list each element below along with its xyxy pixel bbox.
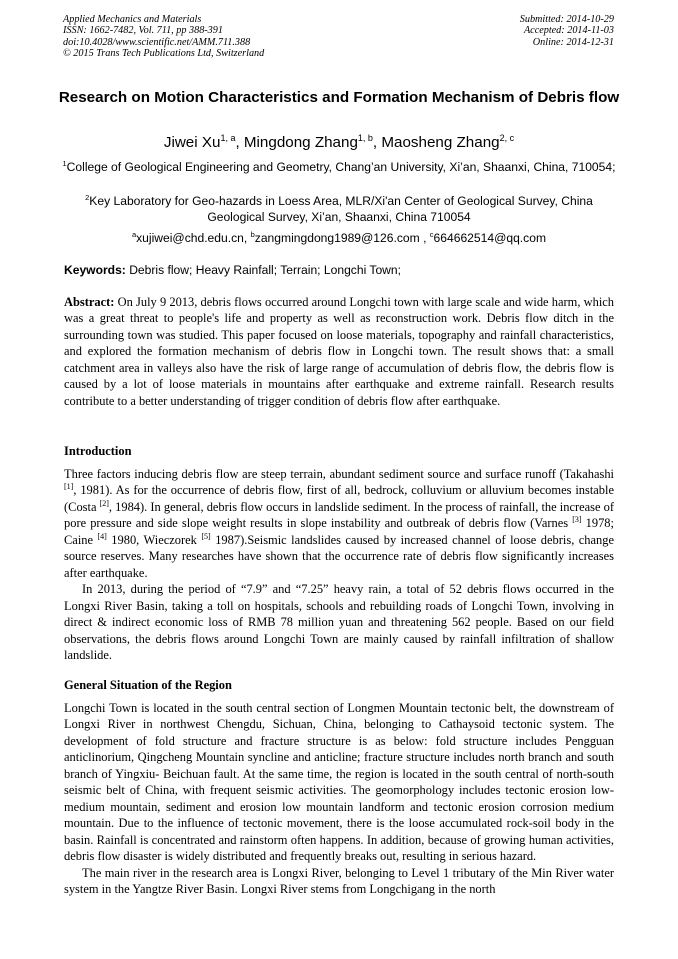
email-list: $^a$xujiwei@chd.edu.cn, $^b$zangmingdong1989@126.com , $^c$664662514@qq.com bbox=[131, 230, 547, 246]
text-run: 1978; Caine bbox=[64, 516, 614, 547]
author-name: Jiwei Xu bbox=[163, 134, 221, 152]
author-name: Mingdong Zhang bbox=[243, 134, 358, 152]
citation-ref: [3] bbox=[572, 515, 582, 525]
introduction-body bbox=[64, 466, 614, 663]
introduction-heading: Introduction bbox=[64, 444, 132, 458]
text-run: , 1981). As for the occurrence of debris flow, first of all, bedrock, colluvium or alluvium becomes instable (Costa bbox=[64, 483, 614, 514]
introduction-paragraph-2: In 2013, during the period of “7.9” and “7.25” heavy rain, a total of 52 debris flows occurred in the Longxi River Basin, taking a toll on hospitals, schools and rebuilding roads of Longchi Town, involving in direct & indirect economic loss of RMB 78 million yuan and threatening 562 people. Based on our field observations, the debris flows around Longchi Town are mainly caused by rainfall infiltration of shallow landslide. bbox=[64, 582, 614, 662]
text-run: Three factors inducing debris flow are steep terrain, abundant sediment source and surface runoff (Takahashi bbox=[64, 467, 614, 481]
journal-info bbox=[63, 14, 264, 60]
online-date: Online: 2014-12-31 bbox=[532, 36, 614, 48]
affiliation-text: Key Laboratory for Geo-hazards in Loess Area, MLR/Xi'an Center of Geological Survey, China Geological Survey, Xi’an, Shaanxi, China 710054 bbox=[89, 194, 593, 225]
keywords-text: Debris flow; Heavy Rainfall; Terrain; Longchi Town; bbox=[129, 263, 401, 277]
general-situation-body bbox=[64, 700, 614, 897]
text-run: 1980, Wieczorek bbox=[106, 532, 202, 547]
email-sup: c bbox=[429, 230, 434, 239]
citation-ref: [5] bbox=[201, 531, 211, 541]
affiliation-sup: 2 bbox=[85, 193, 90, 202]
general-paragraph-2: The main river in the research area is Longxi River, belonging to Level 1 tributary of the Min River water system in the Yangtze River Basin. Longxi River stems from Longchigang in the north bbox=[64, 865, 614, 896]
abstract-label: Abstract: bbox=[64, 295, 115, 309]
text-run: 1987).Seismic landslides caused by increased channel of loose debris, change source reserves. Many researches have shown that the occurrence rate of debris flow significantly increases after earthquake. bbox=[64, 532, 615, 580]
accepted-date: Accepted: 2014-11-03 bbox=[523, 25, 614, 37]
affiliation-text: College of Geological Engineering and Geometry, Chang’an University, Xi’an, Shaanxi, China, 710054; bbox=[66, 160, 616, 175]
citation-ref: [1] bbox=[64, 482, 74, 492]
affiliation-2 bbox=[60, 190, 618, 225]
email-address: zangmingdong1989@126.com bbox=[254, 231, 420, 246]
keywords-label: Keywords: bbox=[64, 263, 126, 277]
affiliation-1 bbox=[60, 156, 618, 175]
affiliation-sup: 1 bbox=[62, 159, 67, 168]
doi-line: doi:10.4028/www.scientific.net/AMM.711.388 bbox=[63, 36, 251, 48]
email-sup: a bbox=[131, 230, 137, 239]
email-sup: b bbox=[250, 230, 255, 239]
keywords-line bbox=[64, 262, 614, 278]
issn-line: ISSN: 1662-7482, Vol. 711, pp 388-391 bbox=[63, 25, 223, 37]
abstract-text: On July 9 2013, debris flows occurred around Longchi town with large scale and wide harm, which was a great threat to people's life and property as well as reconstruction work. Debris flow ditch in the surrounding town was studied. This paper focused on loose materials, topography and rainfall characteristics, and explored the formation mechanism of debris flow in Longchi town. The result shows that: a small catchment area in valleys also have the risk of large range of accumulation of debris flow, the debris flow is caused by a lot of loose materials in mountains after earthquake and extreme rainfall. Research results contribute to a better understanding of trigger condition of debris flow after earthquake. bbox=[64, 295, 615, 408]
email-address: xujiwei@chd.edu.cn bbox=[136, 231, 244, 246]
citation-ref: [4] bbox=[97, 531, 107, 541]
text-run: , 1984). In general, debris flow occurs in landslide sediment. In the process of rainfall, the increase of pore pressure and side slope weight results in slope instability and outbreak of debris flow (Varnes bbox=[64, 499, 614, 531]
citation-ref: [2] bbox=[99, 498, 109, 508]
author-sup: 2, c bbox=[499, 133, 515, 143]
journal-name: Applied Mechanics and Materials bbox=[63, 14, 202, 25]
email-address: 664662514@qq.com bbox=[433, 231, 547, 246]
general-situation-heading: General Situation of the Region bbox=[64, 678, 232, 692]
author-sup: 1, b bbox=[357, 133, 373, 143]
author-sup: 1, a bbox=[220, 133, 236, 143]
author-name: Maosheng Zhang bbox=[381, 134, 500, 152]
introduction-paragraph-1 bbox=[64, 466, 614, 581]
paper-title: Research on Motion Characteristics and Formation Mechanism of Debris flow bbox=[58, 89, 620, 106]
copyright-line: © 2015 Trans Tech Publications Ltd, Switzerland bbox=[63, 48, 265, 60]
author-list: Jiwei Xu$^{1, a}$, Mingdong Zhang$^{1, b}$, Maosheng Zhang$^{2, c}$ bbox=[163, 133, 515, 152]
abstract bbox=[64, 294, 614, 409]
submitted-date: Submitted: 2014-10-29 bbox=[519, 14, 614, 25]
dates-info bbox=[520, 14, 614, 48]
general-paragraph-1: Longchi Town is located in the south central section of Longmen Mountain tectonic belt, the downstream of Longxi River in northwest Chengdu, Sichuan, China, belonging to Cathaysoid tectonic system. The development of fold structure and fracture structure is as below: fold structure includes Pengguan anticlinorium, Qingcheng Mountain syncline and anticline; fracture structure includes north branch and south branch of Yingxiu- Beichuan fault. At the same time, the region is located in the south central of north-south seismic belt of China, with frequent seismic activities. The geomorphology includes tectonic erosion low-medium mountain, sediment and erosion low mountain landform and tectonic erosion corrosion medium mountain. Due to the influence of tectonic movement, there is the loose accumulated rock-soil body in the basin. Rainfall is concentrated and rainstorm often happens. In addition, because of growing human activities, debris flow disaster is widely distributed and frequently breaks out, resulting in serious hazard. bbox=[64, 701, 614, 864]
